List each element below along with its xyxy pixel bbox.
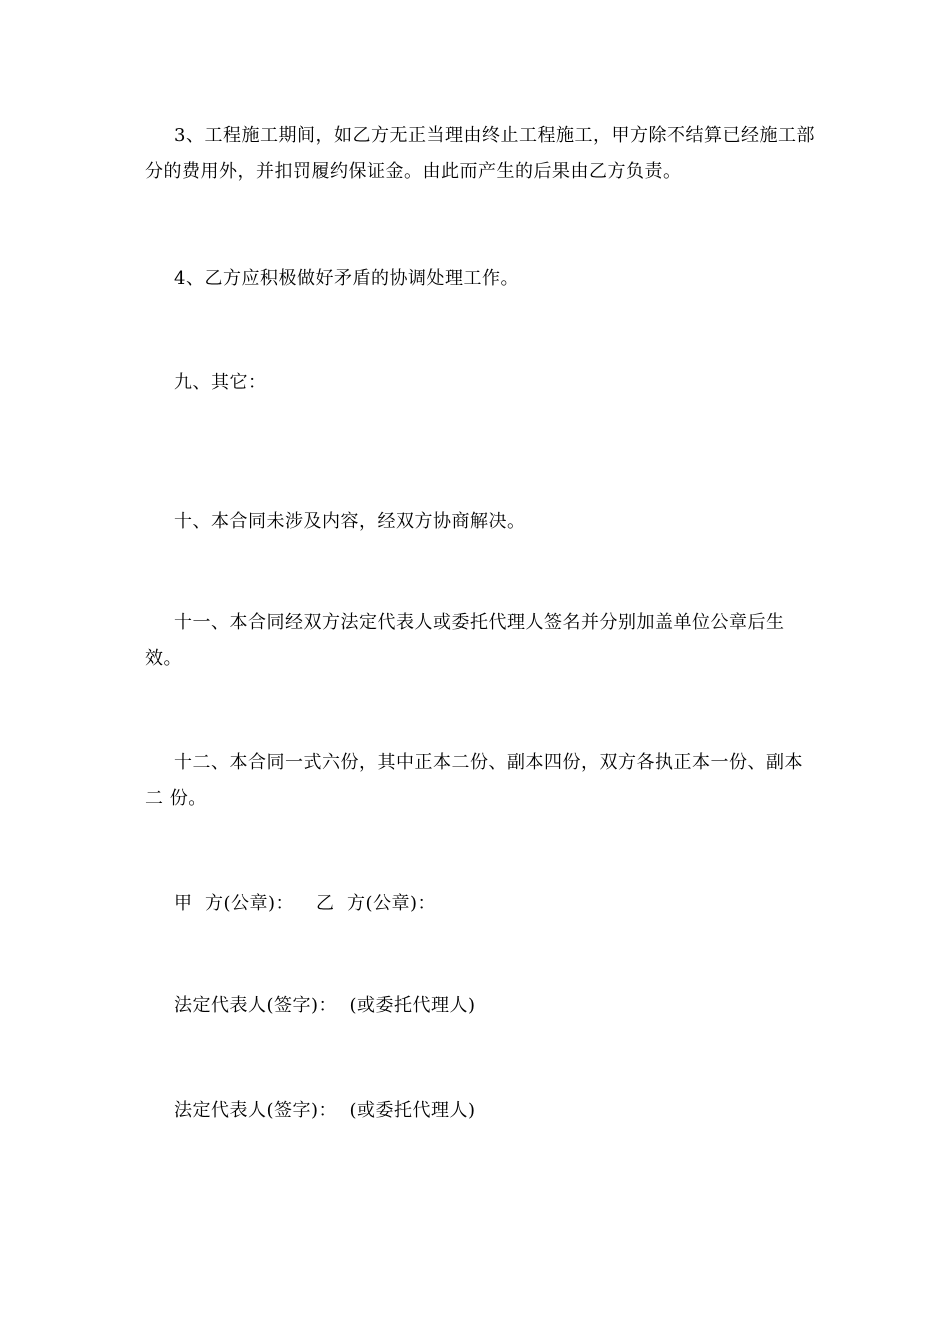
- section-9-heading: 九、其它：: [174, 372, 267, 393]
- party-a-seal-label: 甲 方(公章)：: [174, 893, 294, 914]
- clause-4-paragraph: 4、乙方应积极做好矛盾的协调处理工作。: [174, 268, 519, 289]
- legal-rep-signature-line-2: 法定代表人(签字)： (或委托代理人): [174, 1100, 476, 1121]
- legal-rep-signature-line-1: 法定代表人(签字)： (或委托代理人): [174, 995, 476, 1016]
- section-10-paragraph: 十、本合同未涉及内容，经双方协商解决。: [174, 511, 526, 532]
- clause-3-paragraph: 3、工程施工期间，如乙方无正当理由终止工程施工，甲方除不结算已经施工部分的费用外，并扣罚履约保证金。由此而产生的后果由乙方负责。: [145, 125, 815, 182]
- section-11-paragraph: 十一、本合同经双方法定代表人或委托代理人签名并分别加盖单位公章后生效。: [145, 612, 785, 669]
- party-seal-line: [145, 886, 815, 922]
- section-12-paragraph: 十二、本合同一式六份，其中正本二份、副本四份，双方各执正本一份、副本二 份。: [145, 752, 803, 809]
- party-b-seal-label: 乙 方(公章)：: [316, 893, 436, 914]
